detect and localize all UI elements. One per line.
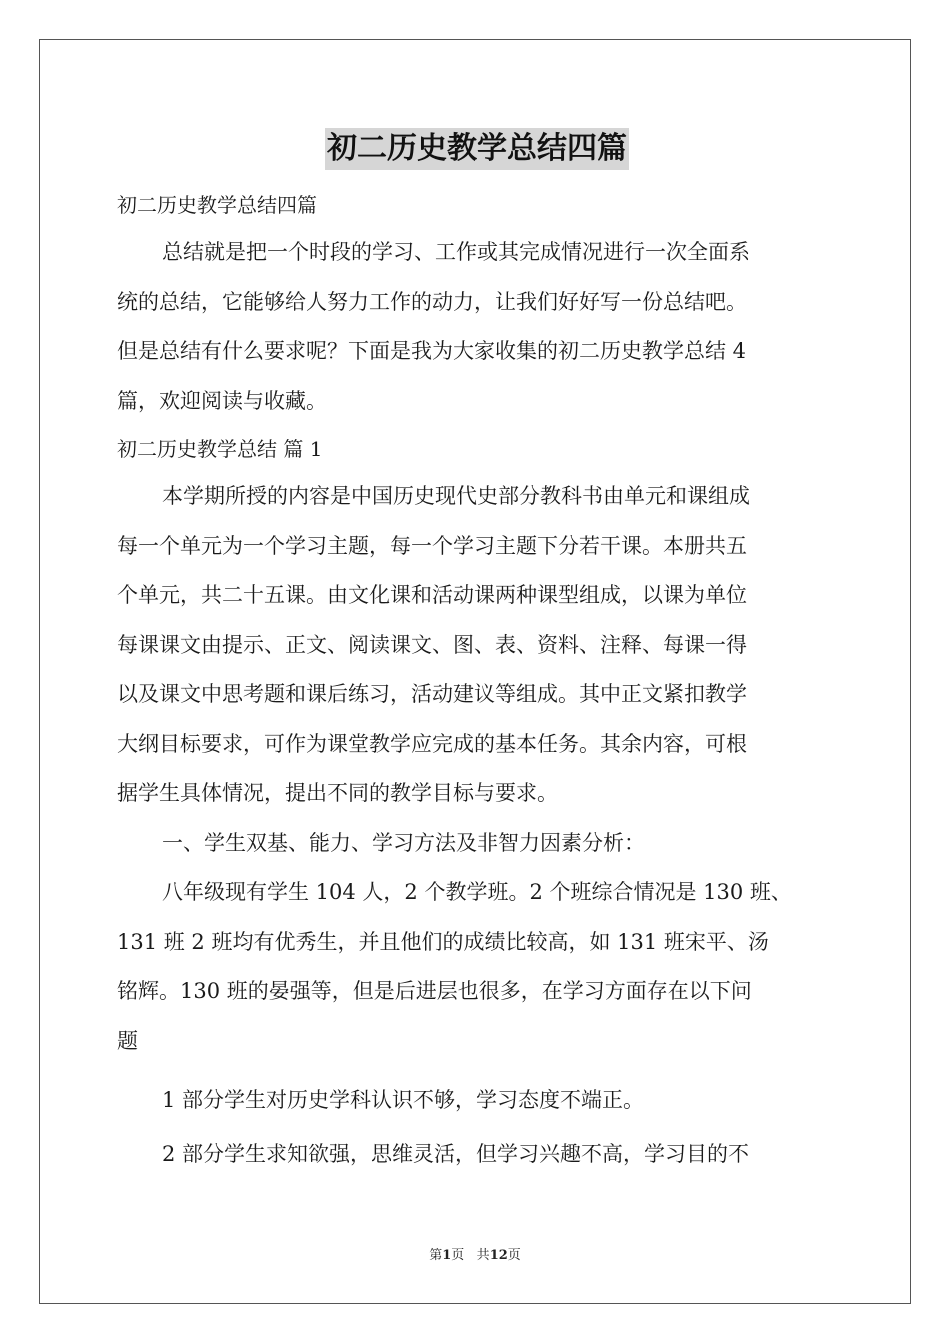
paragraph-line: 每课课文由提示、正文、阅读课文、图、表、资料、注释、每课一得 bbox=[117, 632, 747, 657]
document-title: 初二历史教学总结四篇 bbox=[325, 128, 629, 170]
paragraph-line: 大纲目标要求，可作为课堂教学应完成的基本任务。其余内容，可根 bbox=[117, 731, 747, 756]
paragraph-line: 每一个单元为一个学习主题，每一个学习主题下分若干课。本册共五 bbox=[117, 533, 747, 558]
document-body bbox=[117, 128, 837, 1179]
section-heading: 初二历史教学总结 篇 1 bbox=[117, 437, 323, 461]
paragraph-line: 铭辉。130 班的晏强等，但是后进层也很多，在学习方面存在以下问 bbox=[117, 979, 752, 1003]
title-container bbox=[117, 128, 837, 172]
point-2: 2 部分学生求知欲强，思维灵活，但学习兴趣不高，学习目的不 bbox=[162, 1141, 750, 1166]
paragraph-2 bbox=[117, 868, 837, 1066]
paragraph-line: 本学期所授的内容是中国历史现代史部分教科书由单元和课组成 bbox=[162, 484, 750, 508]
point-1: 1 部分学生对历史学科认识不够，学习态度不端正。 bbox=[162, 1088, 645, 1112]
paragraph-1 bbox=[117, 472, 837, 819]
paragraph-line: 个单元，共二十五课。由文化课和活动课两种课型组成，以课为单位 bbox=[117, 583, 747, 607]
paragraph-line: 据学生具体情况，提出不同的教学目标与要求。 bbox=[117, 781, 558, 805]
document-subtitle: 初二历史教学总结四篇 bbox=[117, 193, 317, 217]
page-total: 12 bbox=[489, 1248, 508, 1263]
intro-line: 统的总结，它能够给人努力工作的动力，让我们好好写一份总结吧。 bbox=[117, 289, 747, 314]
paragraph-line: 八年级现有学生 104 人，2 个教学班。2 个班综合情况是 130 班、 bbox=[162, 880, 792, 904]
item-heading: 一、学生双基、能力、学习方法及非智力因素分析： bbox=[162, 830, 645, 855]
paragraph-line: 131 班 2 班均有优秀生，并且他们的成绩比较高，如 131 班宋平、汤 bbox=[117, 929, 769, 954]
intro-line: 总结就是把一个时段的学习、工作或其完成情况进行一次全面系 bbox=[162, 240, 750, 264]
intro-line: 但是总结有什么要求呢？下面是我为大家收集的初二历史教学总结 4 bbox=[117, 339, 747, 363]
page-footer bbox=[0, 1247, 950, 1265]
intro-line: 篇，欢迎阅读与收藏。 bbox=[117, 388, 327, 413]
page-suffix: 页 bbox=[451, 1248, 465, 1263]
total-suffix: 页 bbox=[507, 1248, 521, 1263]
paragraph-line: 题 bbox=[117, 1028, 138, 1053]
paragraph-line: 以及课文中思考题和课后练习，活动建议等组成。其中正文紧扣教学 bbox=[117, 682, 747, 706]
total-prefix: 共 bbox=[476, 1248, 490, 1263]
intro-paragraph bbox=[117, 228, 837, 426]
page-prefix: 第 bbox=[429, 1248, 443, 1263]
page-current: 1 bbox=[442, 1248, 452, 1263]
